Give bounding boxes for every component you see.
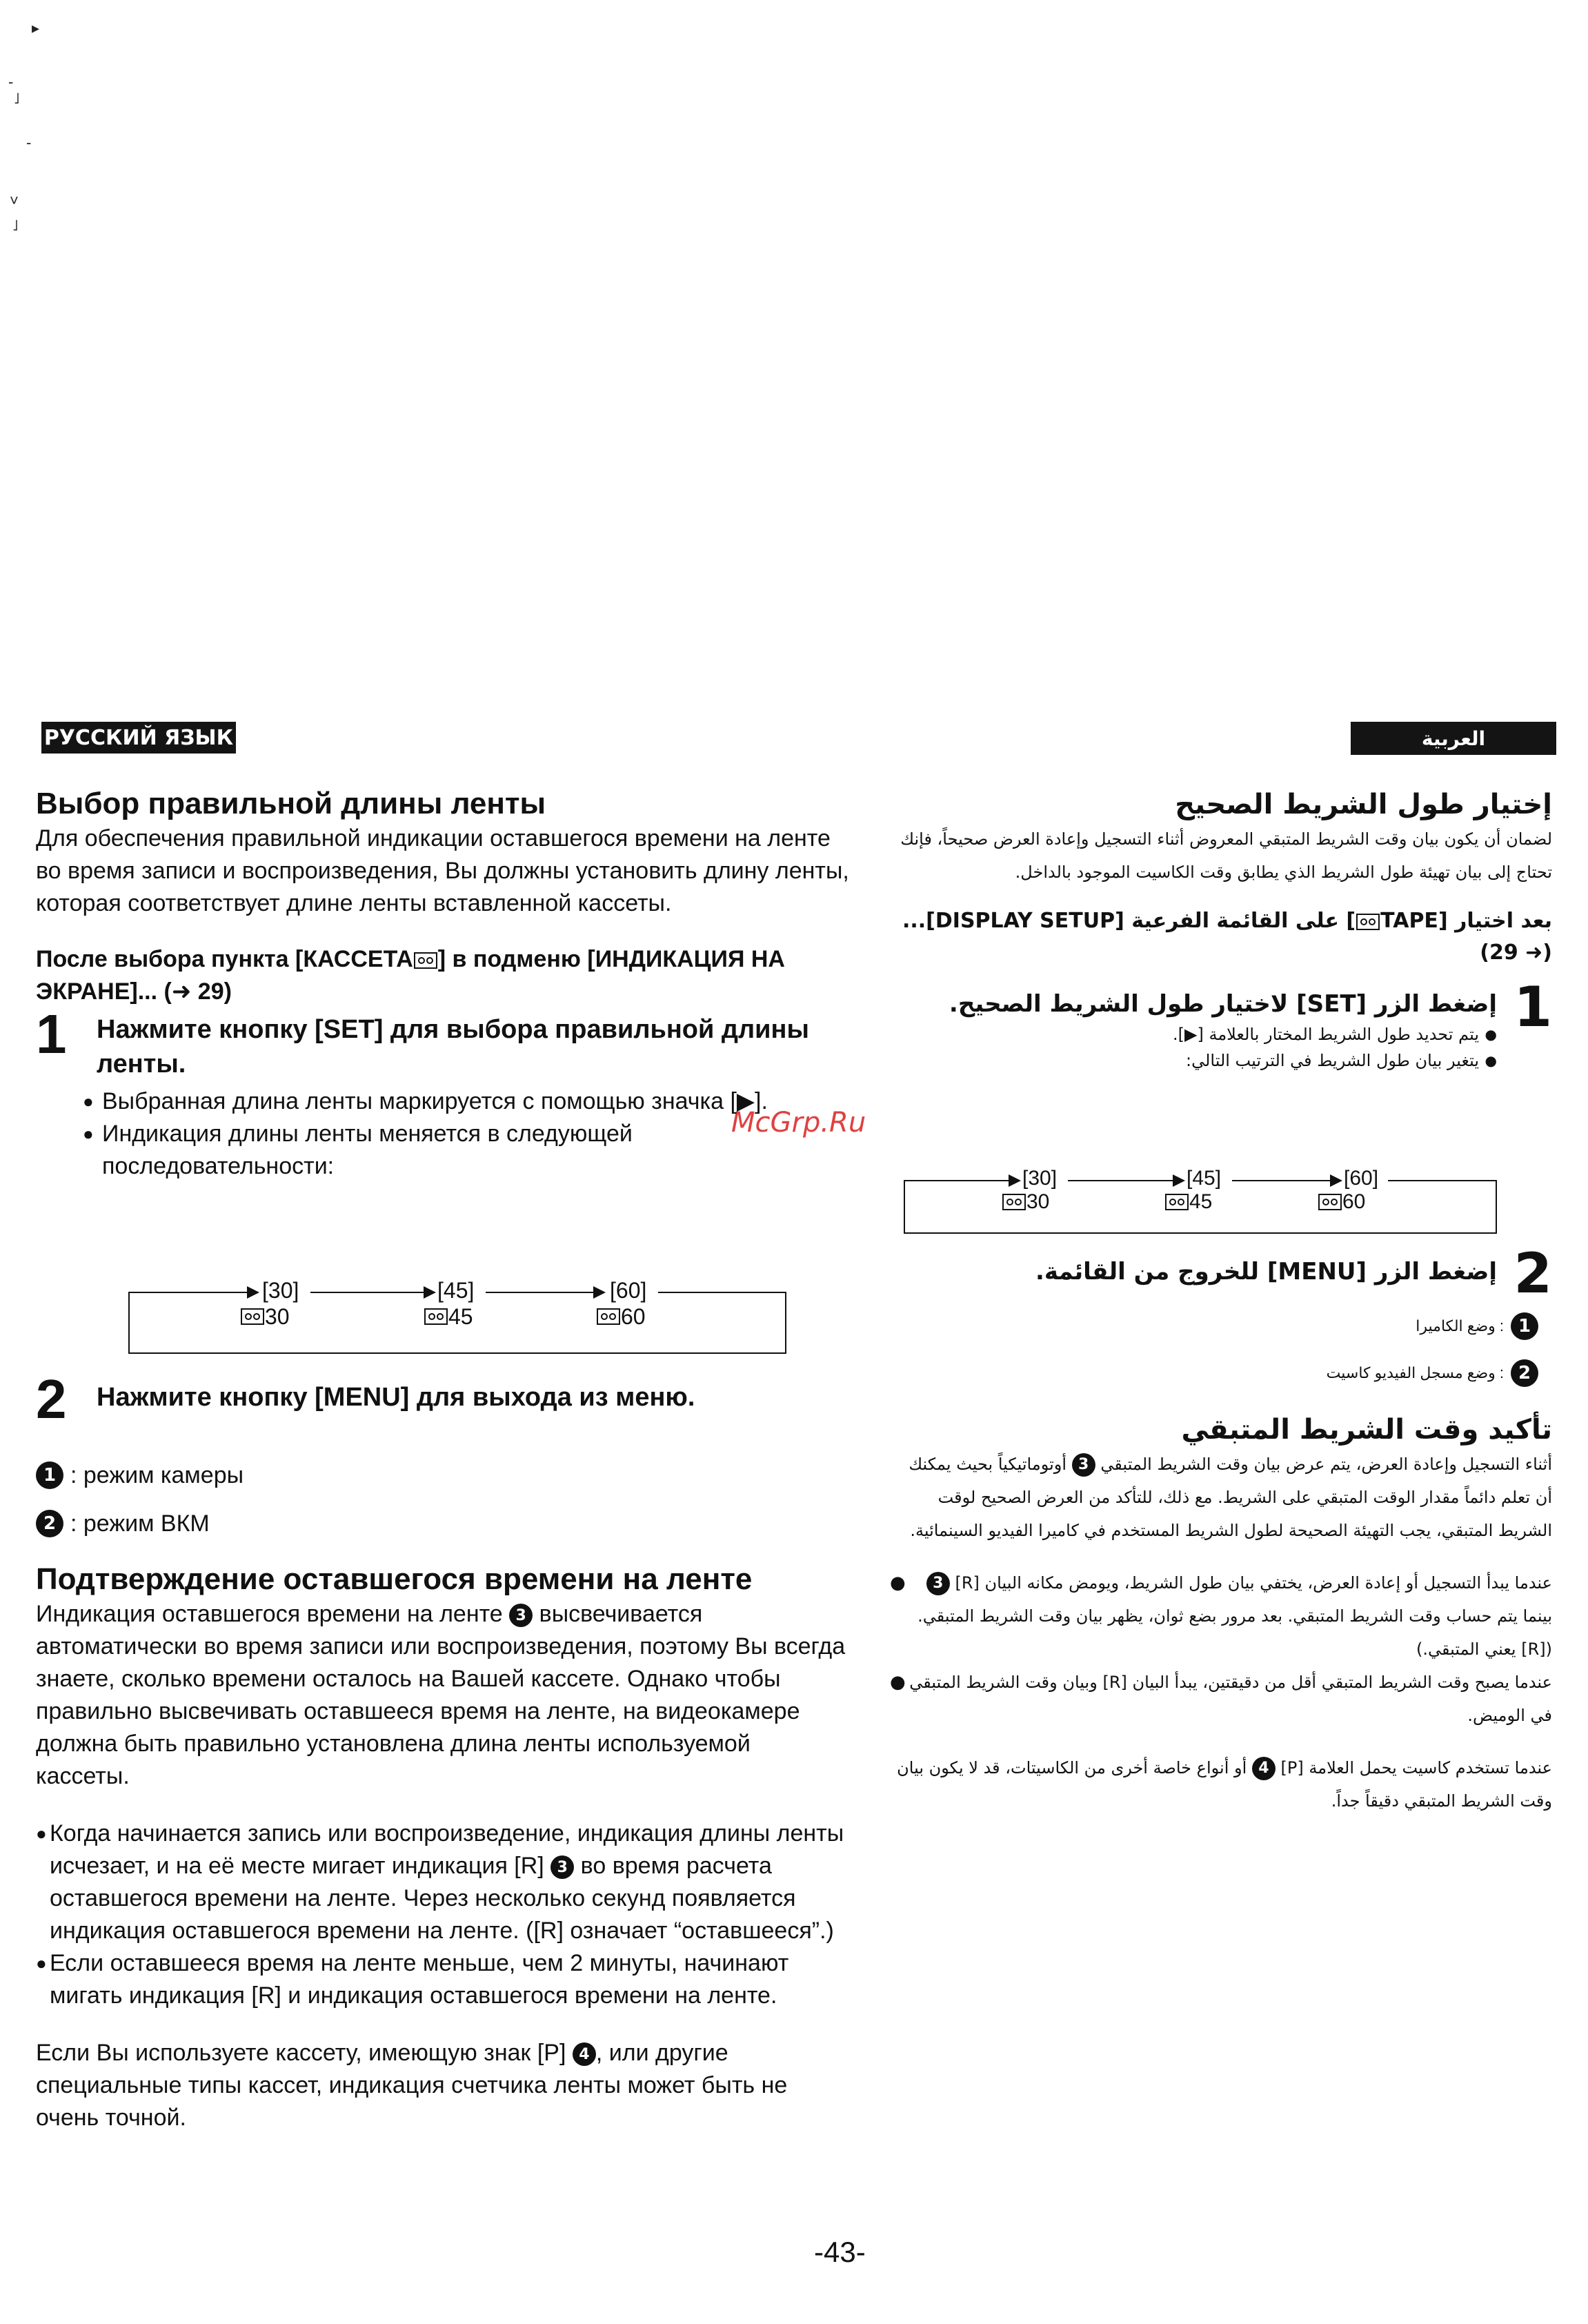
number-1-icon: 1 [36,1461,63,1489]
cycle-line [1068,1180,1178,1181]
ru-menu-path [36,943,850,1008]
cycle-arrow-icon [247,1286,259,1299]
ar-section2-bullet1-a: عندما يبدأ التسجيل أو إعادة العرض، يختفي بيان طول الشريط، ويومض مكانه البيان [R] [955,1573,1552,1593]
cycle-arrow-icon [1173,1174,1185,1187]
number-2-icon: 2 [1511,1359,1538,1387]
ar-cycle-45: [45] [1187,1167,1222,1190]
cycle-line [310,1292,429,1293]
ar-step1-bullet1: ● يتم تحديد طول الشريط المختار بالعلامة [▶]. [897,1021,1497,1047]
ar-section2-note-a: عندما تستخدم كاسيت يحمل العلامة [P] [1280,1758,1552,1778]
cycle-arrow-icon [424,1286,436,1299]
margin-mark: ▸ [32,19,40,37]
cassette-icon [241,1308,264,1325]
number-1-icon: 1 [1511,1312,1538,1340]
ru-step1-number: 1 [36,1003,67,1065]
arabic-language-badge: العربية [1351,722,1556,755]
ru-menu-path-b: ] в подменю [ИНДИКАЦИЯ НА ЭКРАНЕ]... (➜ 29) [36,946,785,1005]
ar-mode1-label: : وضع الكاميرا [1416,1317,1504,1335]
ru-step1-title: Нажмите кнопку [SET] для выбора правильной длины ленты. [97,1015,809,1079]
ar-section2-bullet2: ● عندما يصبح وقت الشريط المتبقي أقل من دقيقتين، يبدأ البيان [R] وبيان وقت الشريط المتبقي في الوميض. [890,1666,1552,1732]
margin-mark: ˩ [12,217,19,234]
arabic-column [897,787,1552,1074]
ru-step1-bullet1: ● Выбранная длина ленты маркируется с помощью значка [▶]. [83,1085,850,1118]
cycle-line [128,1292,252,1293]
ar-cycle-60: [60] [1344,1167,1379,1190]
ar-menu-path-b: ] على القائمة الفرعية [DISPLAY SETUP]... (➜ 29) [902,909,1552,965]
margin-mark: - [26,134,32,151]
ar-section2-intro [890,1448,1552,1547]
cycle-line [904,1180,1014,1181]
number-3-icon: 3 [926,1572,950,1595]
ru-mode1-label: : режим камеры [70,1462,244,1488]
ru-section2-bullet1-b: во время расчета оставшегося времени на ленте. Через несколько секунд появляется индикация оставшегося времени на ленте. ([R] означает “оставшееся”.) [50,1853,834,1944]
ar-section2-note-b: أو أنواع خاصة أخرى من الكاسيتات، قد لا يكون بيان وقت الشريط المتبقي دقيقاً جداً. [897,1758,1552,1811]
number-3-icon: 3 [550,1855,574,1879]
ru-section2-intro-a: Индикация оставшегося времени на ленте [36,1601,503,1627]
ru-cycle-cassette-45 [424,1304,473,1329]
cycle-arrow-icon [1009,1174,1021,1187]
ar-mode1 [1228,1311,1538,1341]
cassette-icon [414,952,437,969]
ru-mode2-label: : режим ВКМ [70,1510,210,1537]
ar-step1-number: 1 [1513,975,1552,1039]
ru-section2-bullet1-a: Когда начинается запись или воспроизведение, индикация длины ленты исчезает, и на её месте мигает индикация [R] [50,1820,844,1879]
ar-step2-title: إضغط الزر [MENU] للخروج من القائمة. [1035,1258,1497,1286]
ar-section2-note [890,1751,1552,1818]
ru-section2-bullet2: ● Если оставшееся время на ленте меньше, чем 2 минуты, начинают мигать индикация [R] и индикация оставшегося времени на ленте. [36,1947,850,2012]
ar-cycle-cassette-30 [1002,1190,1049,1214]
ar-section2 [890,1412,1552,1818]
cassette-icon [1356,914,1380,930]
cassette-icon [1002,1194,1026,1210]
ru-cycle-bottom-60: 60 [621,1304,646,1329]
ar-step1-bullet2: ● يتغير بيان طول الشريط في الترتيب التالي: [897,1047,1497,1074]
ru-cycle-60: [60] [610,1278,647,1303]
ar-section1-intro: لضمان أن يكون بيان وقت الشريط المتبقي المعروض أثناء التسجيل وإعادة العرض صحيحاً، فإنك تحتاج إلى بيان تهيئة طول الشريط الذي يطابق وقت الكاسيت الموجود بالداخل. [900,829,1552,882]
number-3-icon: 3 [1072,1453,1095,1477]
ar-cycle-30: [30] [1022,1167,1058,1190]
ru-step1 [36,1003,850,1183]
ru-mode1 [36,1460,244,1490]
ru-section2-note [36,2037,850,2134]
ar-section2-intro-a: أثناء التسجيل وإعادة العرض، يتم عرض بيان وقت الشريط المتبقي [1100,1455,1552,1474]
ru-section1-intro: Для обеспечения правильной индикации оставшегося времени на ленте во время записи и воспроизведения, Вы должны установить длину ленты, которая соответствует длине ленты вставленной кассеты. [36,825,849,916]
number-4-icon: 4 [1252,1757,1276,1780]
ar-cycle-cassette-45 [1164,1190,1212,1214]
ar-step2-number: 2 [1513,1241,1552,1306]
ru-step2-title: Нажмите кнопку [MENU] для выхода из меню. [97,1383,695,1412]
cycle-line [658,1292,786,1293]
ru-menu-path-a: После выбора пункта [КАССЕТА [36,946,413,972]
ar-tape-length-cycle [904,1167,1497,1234]
ru-section1-title: Выбор правильной длины ленты [36,787,546,820]
ar-cycle-bottom-45: 45 [1189,1190,1213,1213]
ar-step2 [897,1241,1552,1306]
ru-cycle-30: [30] [262,1278,299,1303]
ar-section1-title: إختيار طول الشريط الصحيح [1175,789,1552,820]
margin-mark: - [8,73,14,90]
ar-step1 [897,975,1552,1074]
ar-mode2 [1228,1358,1538,1388]
margin-mark: ˩ [14,90,20,107]
ar-cycle-bottom-30: 30 [1026,1190,1050,1213]
ar-cycle-cassette-60 [1318,1190,1365,1214]
ar-section2-intro-b: أوتوماتيكياً بحيث يمكنك أن تعلم دائماً مقدار الوقت المتبقي على الشريط. مع ذلك، للتأكد من العرض الصحيح لوقت الشريط المتبقي، يجب التهيئة الصحيحة لطول الشريط المستخدم في كاميرا الفيديو السينمائية. [909,1455,1552,1540]
ru-mode2 [36,1508,210,1539]
ar-mode2-label: : وضع مسجل الفيديو كاسيت [1326,1364,1504,1381]
cycle-arrow-icon [593,1286,606,1299]
cassette-icon [597,1308,620,1325]
ar-section2-bullet1-b: بينما يتم حساب وقت الشريط المتبقي. بعد مرور بضع ثوان، يظهر بيان وقت الشريط المتبقي. ([R] يعني المتبقي.) [917,1606,1552,1659]
cassette-icon [424,1308,448,1325]
ru-section2-bullet1 [36,1818,850,1947]
ru-step1-bullet2: ● Индикация длины ленты меняется в следующей последовательности: [83,1118,850,1183]
cassette-icon [1165,1194,1189,1210]
number-3-icon: 3 [509,1604,533,1627]
cycle-arrow-icon [1330,1174,1342,1187]
number-4-icon: 4 [573,2042,596,2066]
ru-tape-length-cycle [128,1278,786,1354]
number-2-icon: 2 [36,1510,63,1537]
ru-cycle-bottom-45: 45 [448,1304,473,1329]
ru-step2-number: 2 [36,1368,67,1430]
ru-cycle-bottom-30: 30 [265,1304,290,1329]
cassette-icon [1318,1194,1342,1210]
ar-menu-path [897,905,1552,969]
ar-menu-path-a: بعد اختيار [TAPE [1380,909,1552,933]
russian-column [36,785,850,1183]
russian-language-badge: РУССКИЙ ЯЗЫК [41,722,236,754]
cycle-line [1388,1180,1497,1181]
cycle-line [1232,1180,1336,1181]
cycle-line [486,1292,599,1293]
ru-cycle-45: [45] [437,1278,475,1303]
ru-section2-intro [36,1598,850,1793]
ru-section2-note-a: Если Вы используете кассету, имеющую знак [P] [36,2040,566,2066]
ru-cycle-cassette-60 [596,1304,646,1329]
margin-mark: ˅ [10,192,19,209]
watermark: McGrp.Ru [731,1107,866,1139]
ru-section2 [36,1561,850,2134]
ru-section2-note-b: , или другие специальные типы кассет, индикация счетчика ленты может быть не очень точной. [36,2040,788,2131]
ar-step1-title: إضغط الزر [SET] لاختيار طول الشريط الصحيح. [949,990,1497,1018]
page-number: -43- [814,2236,866,2268]
ru-cycle-cassette-30 [240,1304,290,1329]
ru-section2-intro-b: высвечивается автоматически во время записи или воспроизведения, поэтому Вы всегда знаете, сколько времени осталось на Вашей кассете. Однако чтобы правильно высвечивать оставшееся время на ленте, на видеокамере должна быть правильно установлена длина ленты используемой кассеты. [36,1601,846,1789]
ar-section2-bullet1 [890,1566,1552,1666]
ru-step2 [36,1368,911,1430]
ru-section2-title: Подтверждение оставшегося времени на ленте [36,1562,753,1596]
ar-section2-title: تأكيد وقت الشريط المتبقي [1181,1414,1552,1446]
ar-cycle-bottom-60: 60 [1342,1190,1366,1213]
